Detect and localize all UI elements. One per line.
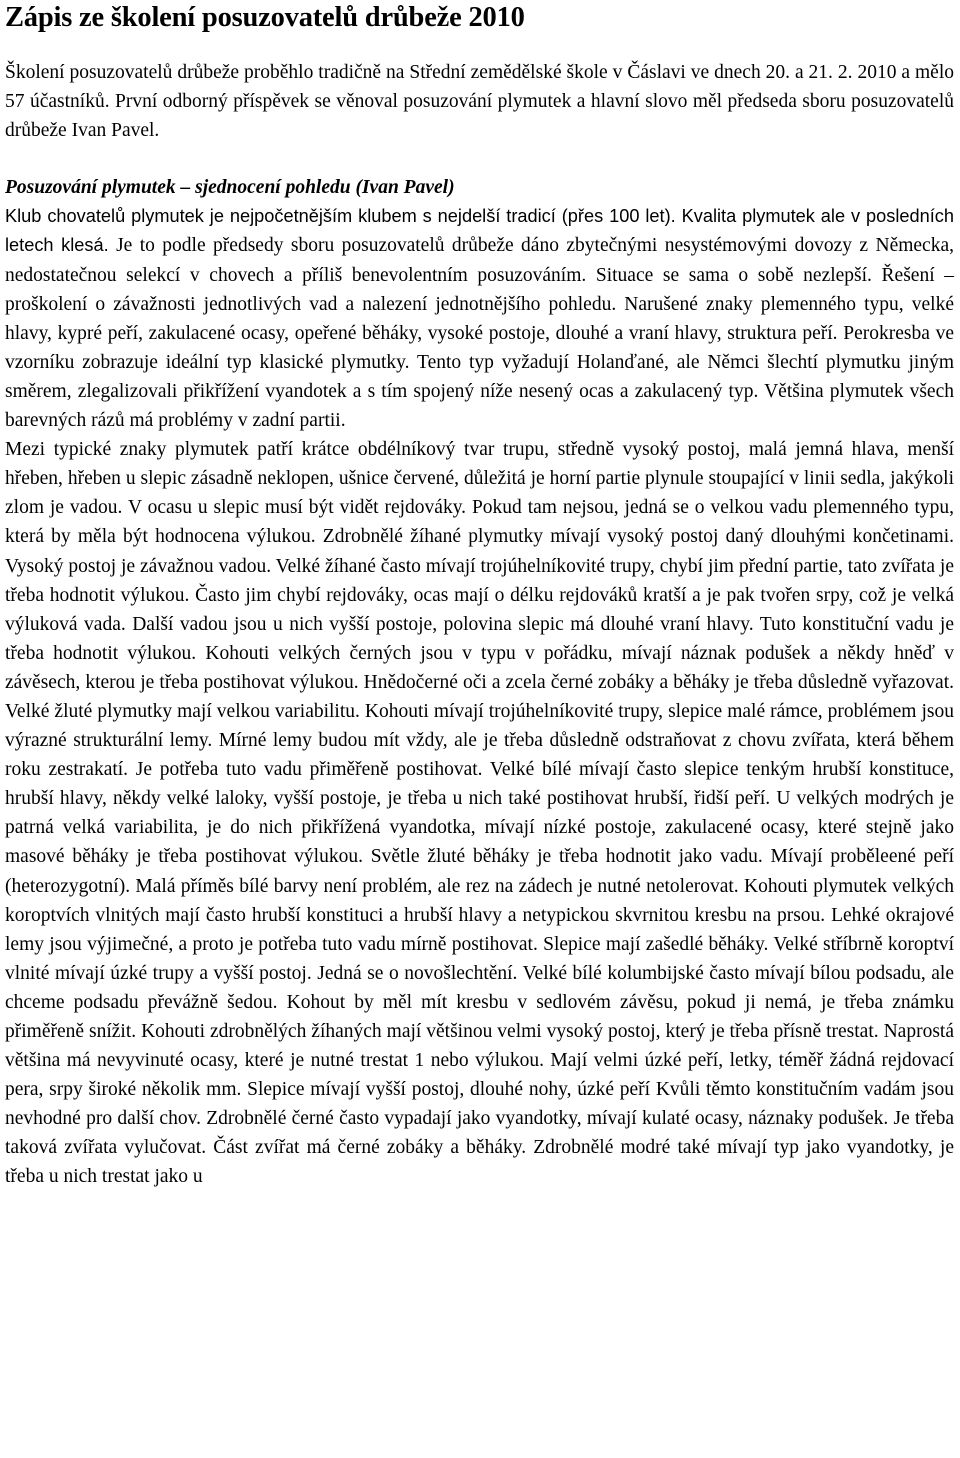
section-heading: Posuzování plymutek – sjednocení pohledu (Ivan Pavel) (5, 177, 455, 199)
section-body-2: Mezi typické znaky plymutek patří krátce obdélníkový tvar trupu, středně vysoký postoj, malá jemná hlava, menší hřeben, hřeben u slepic zásadně neklopen, ušnice červené, důležitá je horní partie plynule stoupající v linii sedla, jakýkoli zlom je vadou. V ocasu u slepic musí být vidět rejdováky. Pokud tam nejsou, jedná se o velkou vadu plemenného typu, která by měla být hodnocena výlukou. Zdrobnělé žíhané plymutky mívají vysoký postoj daný dlouhými končetinami. Vysoký postoj je závažnou vadou. Velké žíhané často mívají trojúhelníkovité trupy, chybí jim přední partie, tato zvířata je třeba hodnotit výlukou. Často jim chybí rejdováky, ocas mají o délku rejdováků kratší a je pak tvořen srpy, což je velká výluková vada. Další vadou jsou u nich vyšší postoje, polovina slepic má dlouhé vraní hlavy. Tuto konstituční vadu je třeba hodnotit výlukou. Kohouti velkých černých jsou v typu v pořádku, mívají náznak podušek a někdy hněď v závěsech, kterou je třeba postihovat výlukou. Hnědočerné oči a zcela černé zobáky a běháky je třeba důsledně vyřazovat. Velké žluté plymutky mají velkou variabilitu. Kohouti mívají trojúhelníkovité trupy, slepice malé rámce, problémem jsou výrazné strukturální lemy. Mírné lemy budou mít vždy, ale je třeba důsledně odstraňovat z chovu zvířata, která během roku zestrakatí. Je potřeba tuto vadu přiměřeně postihovat. Velké bílé mívají často slepice tenkým hrubší konstituce, hrubší hlavy, někdy velké laloky, vyšší postoje, je třeba u nich také postihovat hrubší, řidší peří. U velkých modrých je patrná velká variabilita, je do nich přikřížená vyandotka, mívají nízké postoje, zakulacené ocasy, které stejně jako masové běháky je třeba postihovat výlukou. Světle žluté běháky je třeba hodnotit jako vadu. Mívají proběleené peří (heterozygotní). Malá příměs bílé barvy není problém, ale rez na zádech je nutné netolerovat. Kohouti plymutek velkých koroptvích vlnitých mají často hrubší konstituci a hrubší hlavy a netypickou skvrnitou kresbu na prsou. Lehké okrajové lemy jsou výjimečné, a proto je potřeba tuto vadu mírně postihovat. Slepice mají zašedlé běháky. Velké stříbrně koroptví vlnité mívají úzké trupy a vyšší postoj. Jedná se o novošlechtění. Velké bílé kolumbijské často mívají bílou podsadu, ale chceme podsadu převážně šedou. Kohout by měl mít kresbu v sedlovém závěsu, pokud ji nemá, je třeba známku přiměřeně snížit. Kohouti zdrobnělých žíhaných mají většinou velmi vysoký postoj, který je třeba přísně trestat. Naprostá většina má nevyvinuté ocasy, které je nutné trestat 1 nebo výlukou. Mají velmi úzké peří, letky, téměř žádná rejdovací pera, srpy široké několik mm. Slepice mívají vyšší postoj, dlouhé nohy, úzké peří Kvůli těmto konstitučním vadám jsou nevhodné pro další chov. Zdrobnělé černé často vypadají jako vyandotky, mívají kulaté ocasy, náznaky podušek. Je třeba taková zvířata vylučovat. Část zvířat má černé zobáky a běháky. Zdrobnělé modré také mívají typ jako vyandotky, je třeba u nich trestat jako u (5, 439, 954, 1188)
section-plymutky (5, 173, 954, 1191)
section-body-1: Je to podle předsedy sboru posuzovatelů drůbeže dáno zbytečnými nesystémovými dovozy z Německa, nedostatečnou selekcí v chovech a příliš benevolentním posuzováním. Situace se sama o sobě nezlepší. Řešení – proškolení o závažnosti jednotlivých vad a nalezení jednotnějšího pohledu. Narušené znaky plemenného typu, velké hlavy, kypré peří, zakulacené ocasy, opeřené běháky, vysoké postoje, dlouhé a vraní hlavy, struktura peří. Perokresba ve vzorníku zobrazuje ideální typ klasické plymutky. Tento typ vyžadují Holanďané, ale Němci šlechtí plymutku jiným směrem, zlegalizovali přikřížení vyandotek a s tím spojený níže nesený ocas a zakulacený typ. Většina plymutek všech barevných rázů má problémy v zadní partii. (5, 235, 954, 432)
section-lead: Klub chovatelů plymutek je nejpočetnějším klubem s nejdelší tradicí (přes 100 let). Kvalita plymutek ale v posledních letech klesá. (5, 206, 954, 256)
document-title: Zápis ze školení posuzovatelů drůbeže 2010 (5, 2, 525, 33)
intro-paragraph: Školení posuzovatelů drůbeže proběhlo tradičně na Střední zemědělské škole v Čáslavi ve dnech 20. a 21. 2. 2010 a mělo 57 účastníků. První odborný příspěvek se věnoval posuzování plymutek a hlavní slovo měl předseda sboru posuzovatelů drůbeže Ivan Pavel. (5, 62, 954, 142)
section-text-first (5, 173, 954, 435)
